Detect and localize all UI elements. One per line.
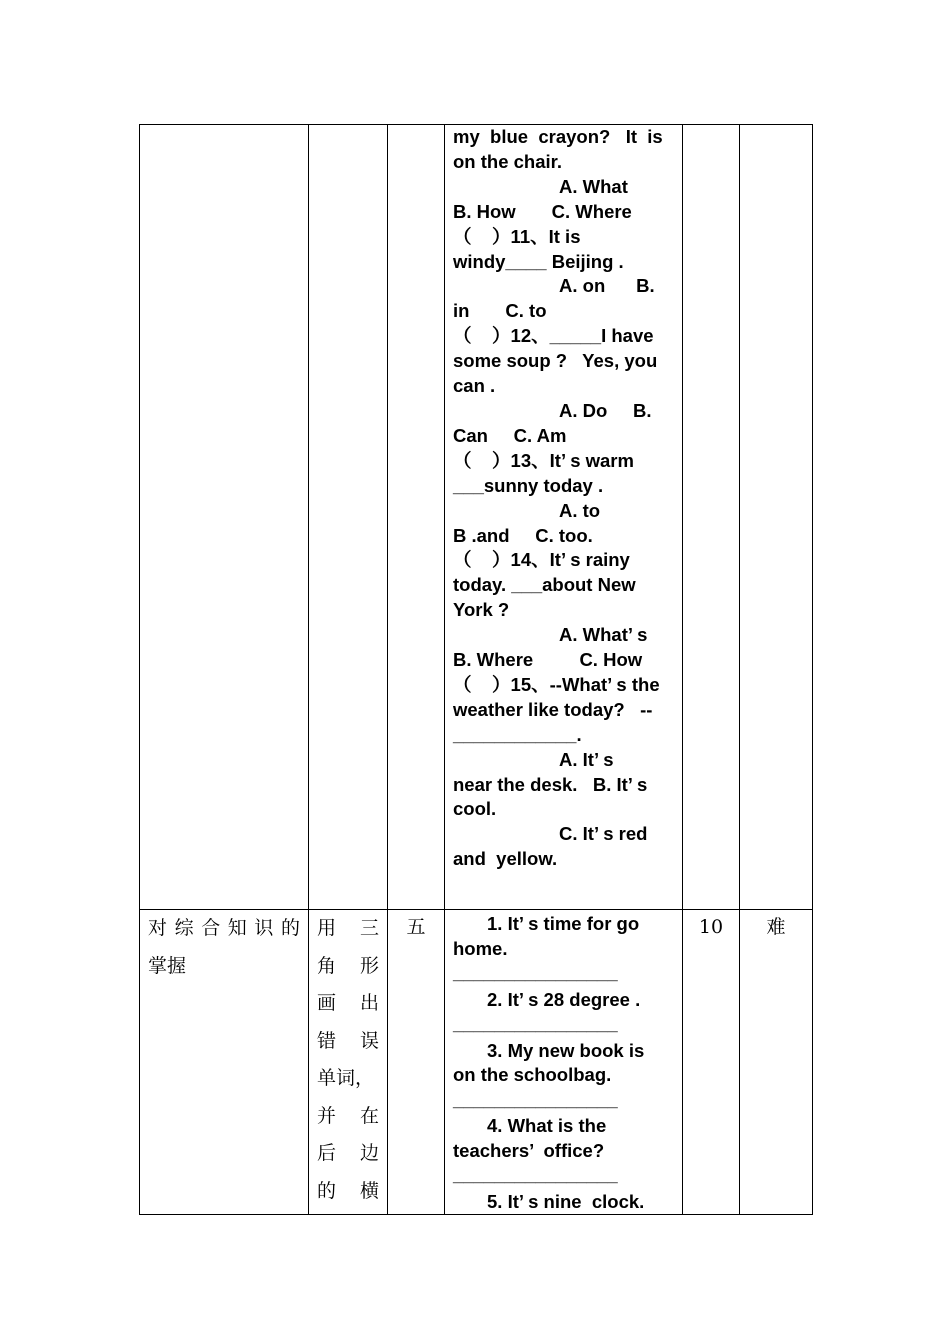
- method-text-line: 并 在: [317, 1104, 379, 1127]
- section-cell: [388, 910, 445, 1215]
- question-line: windy____ Beijing .: [453, 250, 624, 272]
- topic-cell: [140, 125, 309, 910]
- questions-cell: [445, 125, 683, 910]
- correction-item: 3. My new book is: [487, 1039, 645, 1061]
- question-line: on the chair.: [453, 150, 562, 172]
- answer-blank[interactable]: ________________: [453, 962, 618, 983]
- topic-cell: [140, 910, 309, 1215]
- question-line: （ ）15、--What’ s the: [453, 673, 660, 695]
- table-row: [140, 910, 813, 1215]
- question-line: York ?: [453, 599, 510, 621]
- question-line: A. It’ s: [559, 748, 614, 770]
- difficulty-cell: [740, 910, 813, 1215]
- question-line: ___sunny today .: [453, 474, 604, 496]
- correction-item: 4. What is the: [487, 1115, 607, 1136]
- answer-blank[interactable]: ________________: [453, 1088, 618, 1110]
- question-line: A. on B.: [559, 275, 655, 297]
- correction-item: 1. It’ s time for go: [487, 913, 640, 934]
- correction-item: 5. It’ s nine clock.: [487, 1190, 645, 1212]
- answer-blank[interactable]: ________________: [453, 1164, 618, 1185]
- question-line: Can C. Am: [453, 424, 567, 446]
- questions-cell: [445, 910, 683, 1215]
- question-line: （ ）11、It is: [453, 225, 581, 247]
- correction-item-cont: teachers’ office?: [453, 1139, 605, 1161]
- score-cell: [683, 910, 740, 1215]
- correction-item-cont: home.: [453, 937, 508, 959]
- question-line: （ ）12、_____I have: [453, 325, 654, 347]
- question-line: A. Do B.: [559, 399, 652, 421]
- question-line: and yellow.: [453, 848, 558, 870]
- table-row: [140, 125, 813, 910]
- score-value: 10: [698, 916, 724, 938]
- difficulty-value: 难: [766, 916, 786, 938]
- score-cell: [683, 125, 740, 910]
- question-line: B. Where C. How: [453, 649, 643, 671]
- section-number: 五: [406, 916, 426, 938]
- question-line: C. It’ s red: [559, 823, 648, 845]
- method-text-line: 后 边: [317, 1142, 379, 1164]
- exam-table: [139, 124, 813, 1215]
- question-line: some soup ? Yes, you: [453, 350, 658, 372]
- question-line: （ ）14、It’ s rainy: [453, 549, 630, 571]
- question-line: cool.: [453, 798, 497, 820]
- question-line: my blue crayon? It is: [453, 126, 663, 147]
- question-line: today. ___about New: [453, 574, 636, 596]
- topic-text-line: 掌握: [148, 954, 187, 977]
- question-line: B. How C. Where: [453, 200, 632, 222]
- method-text-line: 单词，: [317, 1067, 375, 1089]
- question-line: in C. to: [453, 300, 547, 322]
- method-text-line: 的 横: [317, 1179, 379, 1202]
- question-line: （ ）13、It’ s warm: [453, 449, 634, 471]
- method-cell: [309, 910, 388, 1215]
- section-cell: [388, 125, 445, 910]
- answer-blank[interactable]: ________________: [453, 1013, 618, 1034]
- method-text-line: 角 形: [317, 954, 379, 977]
- question-line: can .: [453, 375, 496, 397]
- method-cell: [309, 125, 388, 910]
- question-line: A. What’ s: [559, 624, 648, 646]
- question-line: A. to: [559, 499, 601, 521]
- topic-text-line: 对综合知识的: [148, 917, 300, 939]
- method-text-line: 画 出: [317, 992, 379, 1014]
- correction-item-cont: on the schoolbag.: [453, 1064, 612, 1085]
- question-line: A. What: [559, 175, 628, 197]
- method-text-line: 用 三: [317, 917, 379, 939]
- question-line: weather like today? --: [453, 698, 653, 720]
- question-line: near the desk. B. It’ s: [453, 773, 648, 795]
- question-line: ____________.: [453, 723, 582, 745]
- difficulty-cell: [740, 125, 813, 910]
- question-line: B .and C. too.: [453, 524, 593, 546]
- method-text-line: 错 误: [317, 1029, 379, 1052]
- correction-item: 2. It’ s 28 degree .: [487, 988, 641, 1010]
